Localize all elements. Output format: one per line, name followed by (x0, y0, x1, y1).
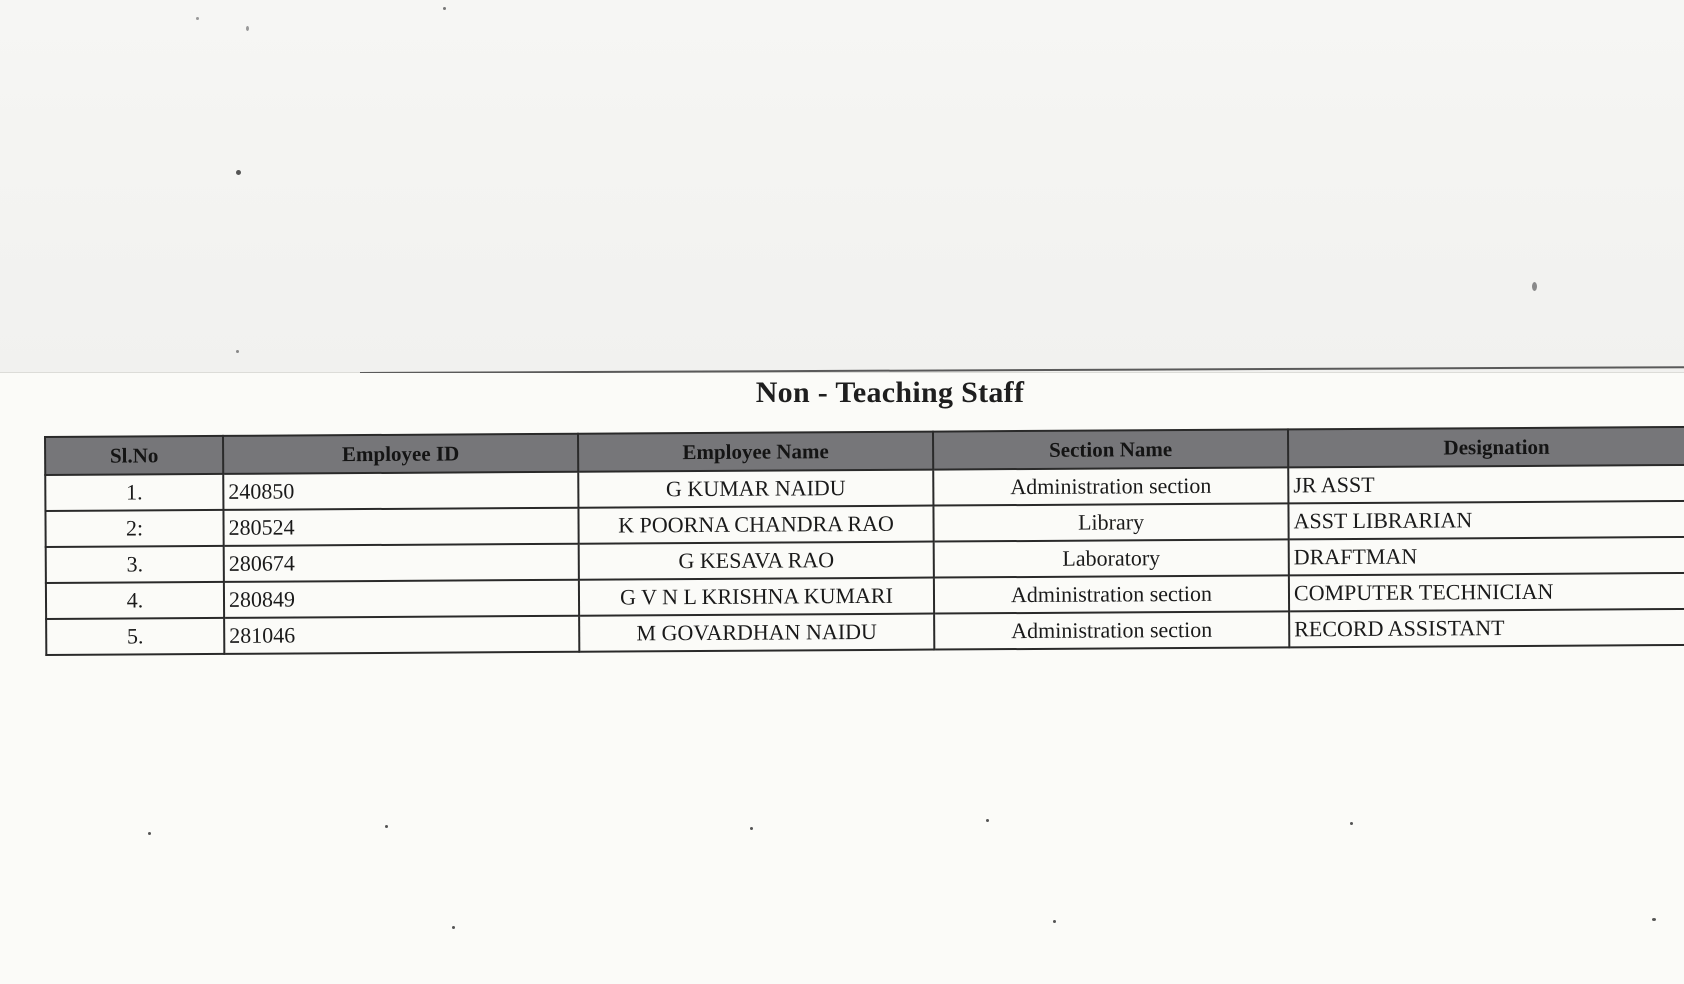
column-header-section-name: Section Name (933, 429, 1288, 469)
cell-employee-name: G V N L KRISHNA KUMARI (579, 578, 934, 616)
cell-employee-name: M GOVARDHAN NAIDU (579, 614, 934, 652)
scan-speck (750, 827, 753, 830)
cell-sl-no: 3. (46, 546, 224, 583)
cell-section-name: Library (933, 503, 1288, 541)
cell-employee-id: 281046 (224, 616, 579, 654)
scan-speck (1532, 282, 1537, 291)
cell-section-name: Administration section (934, 575, 1289, 613)
document-title: Non - Teaching Staff (755, 376, 1025, 409)
column-header-designation: Designation (1288, 427, 1684, 468)
cell-employee-name: K POORNA CHANDRA RAO (578, 506, 933, 544)
scan-speck (1053, 920, 1056, 923)
staff-table (44, 426, 1684, 656)
cell-employee-id: 280849 (224, 580, 579, 618)
scan-speck (246, 26, 249, 31)
cell-sl-no: 2: (45, 510, 223, 547)
upper-blank-sheet (0, 0, 1684, 373)
cell-designation: RECORD ASSISTANT (1289, 609, 1684, 648)
scan-speck (385, 825, 388, 828)
cell-designation: ASST LIBRARIAN (1288, 501, 1684, 540)
cell-employee-id: 240850 (223, 472, 578, 510)
column-header-sl-no: Sl.No (45, 436, 223, 475)
scan-speck (236, 170, 241, 175)
cell-sl-no: 4. (46, 582, 224, 619)
scan-speck (1652, 918, 1656, 921)
cell-designation: DRAFTMAN (1289, 537, 1684, 576)
cell-employee-id: 280674 (224, 544, 579, 582)
scan-speck (148, 832, 151, 835)
cell-section-name: Laboratory (934, 539, 1289, 577)
column-header-employee-id: Employee ID (223, 434, 578, 474)
scan-speck (443, 7, 446, 10)
staff-table-container (44, 426, 1684, 656)
scan-speck (196, 17, 199, 20)
cell-employee-name: G KESAVA RAO (579, 542, 934, 580)
column-header-employee-name: Employee Name (578, 432, 933, 472)
scan-speck (236, 350, 239, 353)
cell-employee-id: 280524 (223, 508, 578, 546)
cell-sl-no: 1. (45, 474, 223, 511)
scan-speck (1350, 822, 1353, 825)
cell-section-name: Administration section (934, 611, 1289, 649)
cell-section-name: Administration section (933, 467, 1288, 505)
cell-employee-name: G KUMAR NAIDU (578, 470, 933, 508)
scan-speck (986, 819, 989, 822)
cell-designation: JR ASST (1288, 465, 1684, 504)
cell-designation: COMPUTER TECHNICIAN (1289, 573, 1684, 612)
scan-speck (452, 926, 455, 929)
cell-sl-no: 5. (46, 618, 224, 655)
